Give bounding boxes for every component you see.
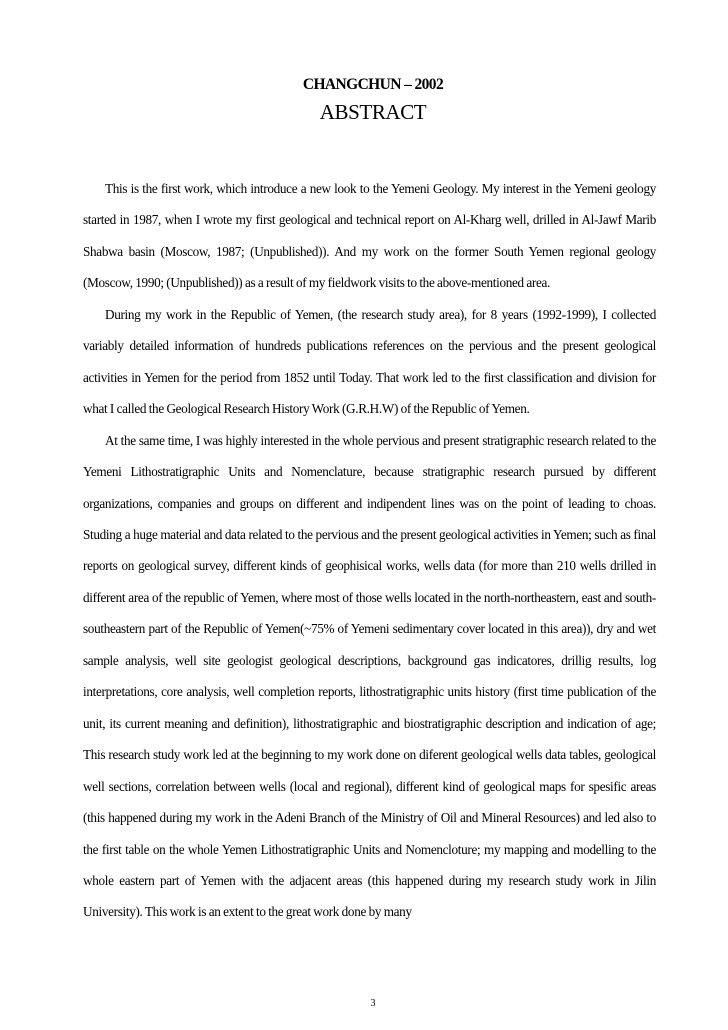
paragraph-1: This is the first work, which introduce a new look to the Yemeni Geology. My interest in the Yemeni geology started in 1987, when I wrote my first geological and technical report on Al-Kharg well, drilled in Al-Jawf Marib Shabwa basin (Moscow, 1987; (Unpublished)). And my work on the former South Yemen regional geology (Moscow, 1990; (Unpublished)) as a result of my fieldwork visits to the above-mentioned area. <box>83 181 656 291</box>
page-header <box>0 76 728 125</box>
paragraph-2: During my work in the Republic of Yemen, (the research study area), for 8 years (1992-1999), I collected variably detailed information of hundreds publications references on the pervious and the present geological activities in Yemen for the period from 1852 until Today. That work led to the first classification and division for what I called the Geological Research History Work (G.R.H.W) of the Republic of Yemen. <box>83 306 656 417</box>
abstract-heading: ABSTRACT <box>319 100 427 124</box>
page-number: 3 <box>370 998 376 1009</box>
paragraph-3: At the same time, I was highly interested in the whole pervious and present stratigraphic research related to the Yemeni Lithostratigraphic Units and Nomenclature, because stratigraphic research pursued by different organizations, companies and groups on different and indipendent lines was on the point of leading to choas. Studing a huge material and data related to the pervious and the present geological activities in Yemen; such as final reports on geological survey, different kinds of geophisical works, wells data (for more than 210 wells drilled in different area of the republic of Yemen, where most of those wells located in the north-northeastern, east and south-southeastern part of the Republic of Yemen(~75% of Yemeni sedimentary cover located in this area)), dry and wet sample analysis, well site geologist geological descriptions, background gas indicatores, drillig results, log interpretations, core analysis, well completion reports, lithostratigraphic units history (first time publication of the unit, its current meaning and definition), lithostratigraphic and biostratigraphic description and indication of age; This research study work led at the beginning to my work done on diferent geological wells data tables, geological well sections, correlation between wells (local and regional), different kind of geological maps for spesific areas (this happened during my work in the Adeni Branch of the Ministry of Oil and Mineral Resources) and led also to the first table on the whole Yemen Lithostratigraphic Units and Nomencloture; my mapping and modelling to the whole eastern part of Yemen with the adjacent areas (this happened during my research study work in Jilin University). This work is an extent to the great work done by many <box>83 432 656 920</box>
abstract-body <box>83 173 656 928</box>
header-title: CHANGCHUN – 2002 <box>302 76 444 93</box>
